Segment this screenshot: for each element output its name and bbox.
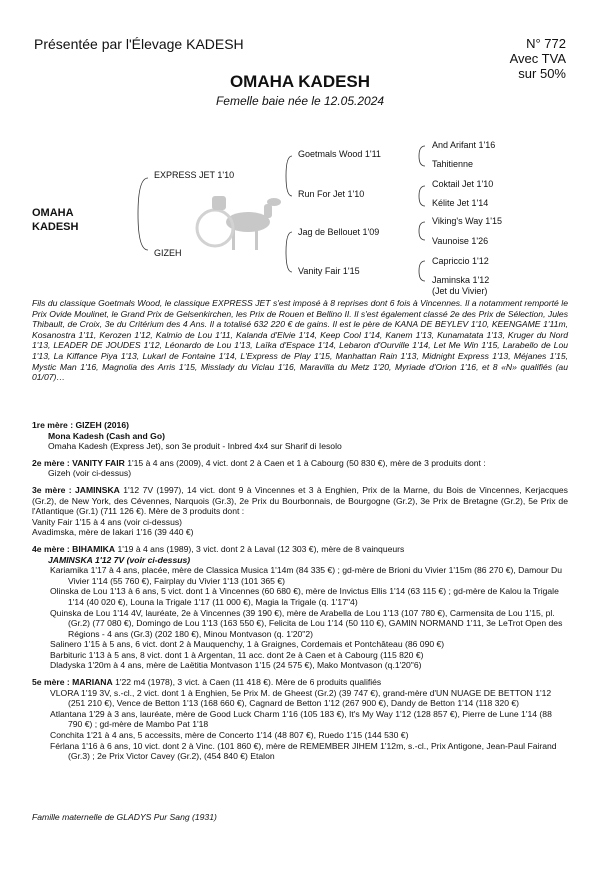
pedigree-g1: And Arifant 1'16 [432,140,496,150]
tva-note: Avec TVA [509,51,566,66]
second-dam-text: 1'15 à 4 ans (2009), 4 vict. dont 2 à Caen et 1 à Cabourg (50 830 €), mère de 3 produits dont : [124,457,486,468]
third-dam [32,485,568,538]
fourth-dam-produce-4: Quinska de Lou 1'14 4V, lauréate, 2e à Vincennes (39 190 €), mère de Arabella de Lou 1'13 (107 780 €), Carmensita de Lou 1'15, pl. (Gr.2) (77 080 €), Domingo de Lou 1'13 (163 550 €), Felicita de Lou 1'14 (50 110 €), GAMIN NORMAND 1'11, 3e LeTrot Open des Régions - 4 ans (Gr.3) (202 180 €), Minou Montvason (q. 1'20"2) [50,607,563,639]
fifth-dam-title: 5e mère : MARIANA [32,677,113,688]
first-dam-produce-1: Mona Kadesh (Cash and Go) [48,430,165,441]
first-dam [32,420,568,452]
fourth-dam [32,544,568,671]
pedigree-g2: Tahitienne [432,159,474,169]
first-dam-produce-2: Omaha Kadesh (Express Jet), son 3e produit - Inbred 4x4 sur Sharif di Iesolo [48,441,342,452]
fourth-dam-produce-2: Kariamika 1'17 à 4 ans, placée, mère de Classica Musica 1'14m (84 335 €) ; gd-mère de Brioni du Vivier 1'15m (86 270 €), Damour Du Vivier 1'14 (55 760 €), Fairplay du Vivier 1'13 (101 365 €) [50,565,563,586]
intro-paragraph: Fils du classique Goetmals Wood, le classique EXPRESS JET s'est imposé à 8 reprises dont 6 fois à Vincennes. Il a notamment remporté le Prix Ovide Moulinet, le Grand Prix de Gelsenkirchen, les Prix de Rouen et Bellino II. Il s'est également classé 2e des Prix de Sélection, Jules Thibault, de Croix, 3e du Critérium des 4 Ans. Il a totalisé 632 220 € de gains. Il est le père de KANA DE BEYLEV 1'10, KEENGAME 1'11m, Kosanostra 1'11, Kerozen 1'12, Kalmio de Lou 1'11, Kalanda d'Elvie 1'14, Keep Cool 1'14, Kanem 1'13, Kunamatata 1'13, Kruger du Nord 1'13, LEADER DE JOUDES 1'12, Léonardo de Lou 1'13, Laïka d'Espace 1'14, Lebaron d'Ourville 1'14, Let Me Win 1'15, Larabello de Lou 1'13, La Kiffance Piya 1'13, Lukarl de Fontaine 1'14, L'Express de Play 1'15, Manhattan Rain 1'13, Midnight Express 1'13, Méjanes 1'15, Mystic Man 1'16, Magnolia des Arris 1'15, Misslady du Viclau 1'16, Maravilla du Metz 1'20, Myriade d'Orion 1'16, et 8 «N» qualifiés (au 01/07)… [32,298,568,383]
fifth-dam-produce-2: Atlantana 1'29 à 3 ans, lauréate, mère de Good Luck Charm 1'16 (105 183 €), It's My Way 1'12 (128 857 €), Pierre de Lune 1'14 (88 790 €) ; gd-mère de Mambo Pat 1'18 [50,708,552,730]
pedigree-sire: EXPRESS JET 1'10 [154,170,235,180]
second-dam-title: 2e mère : VANITY FAIR [32,457,125,468]
maternal-line [32,420,568,762]
horse-subtitle: Femelle baie née le 12.05.2024 [215,94,385,108]
second-dam [32,458,568,479]
fourth-dam-produce-6: Barbituric 1'13 à 5 ans, 8 vict. dont 1 à Argentan, 11 acc. dont 2e à Caen et à Cabourg (115 820 €) [50,649,424,660]
pedigree-subject-line1: OMAHA [32,207,74,219]
trotter-silhouette [197,196,281,250]
lot-number: N° 772 [526,36,566,51]
pedigree-dam: GIZEH [154,248,182,258]
fifth-dam-text: 1'22 m4 (1978), 3 vict. à Caen (11 418 €). Mère de 6 produits qualifiés [112,677,382,688]
pedigree-g8: Jaminska 1'12 [432,275,490,285]
fourth-dam-title: 4e mère : BIHAMIKA [32,543,116,554]
third-dam-produce-2: Avadimska, mère de Iakari 1'16 (39 440 €) [32,527,194,538]
pedigree-g6: Vaunoise 1'26 [432,236,489,246]
second-dam-produce-1: Gizeh (voir ci-dessus) [48,468,132,479]
pedigree-dam-sire: Jag de Bellouet 1'09 [298,227,380,237]
pedigree-g4: Kélite Jet 1'14 [432,198,489,208]
third-dam-text: 1'12 7V (1997), 14 vict. dont 9 à Vincennes et 3 à Enghien, Prix de la Marne, du Bois de Vincennes, Kerjacques (Gr.2), de New York, des Cévennes, Narquois (Gr.3), 2e Prix du Bourbonnais, de Bourgogne (Gr.2), 3e Prix de Bretagne (Gr.2), 5e Prix de l'Atlantique (Gr.1) (711 126 €). Mère de 3 produits dont : [32,484,568,517]
pedigree-dam-dam: Vanity Fair 1'15 [298,266,360,276]
pedigree-sire-sire: Goetmals Wood 1'11 [298,149,381,159]
fourth-dam-produce-3: Olinska de Lou 1'13 à 6 ans, 5 vict. dont 1 à Vincennes (60 680 €), mère de Invictus Ellis 1'14 (63 115 €) ; gd-mère de Kalou la Trigale 1'14 (40 020 €), Louna la Trigale 1'17 (11 000 €), Magia la Trigale (q. 1'17"4) [50,586,559,607]
fourth-dam-produce-7: Dladyska 1'20m à 4 ans, mère de Laëtitia Montvason 1'15 (24 575 €), Mako Montvason (q.1'20"6) [50,660,422,671]
presenter-line: Présentée par l'Élevage KADESH [34,36,244,52]
pedigree-subject-line2: KADESH [32,221,79,233]
third-dam-title: 3e mère : JAMINSKA [32,484,120,495]
fourth-dam-produce-1: JAMINSKA 1'12 7V (voir ci-dessus) [48,554,191,565]
fifth-dam-produce-3: Conchita 1'21 à 4 ans, 5 accessits, mère de Concerto 1'14 (48 807 €), Ruedo 1'15 (144 530 €) [50,730,409,741]
fifth-dam-produce-4: Férlana 1'16 à 6 ans, 10 vict. dont 2 à Vinc. (101 860 €), mère de REMEMBER JIHEM 1'12m, s.-cl., Prix Antigone, Jean-Paul Fairand (Gr.3) ; 2e Prix Victor Cavey (Gr.2), (454 840 €) Etalon [50,740,557,762]
pedigree-sire-dam: Run For Jet 1'10 [298,189,365,199]
fifth-dam-produce-1: VLORA 1'19 3V, s.-cl., 2 vict. dont 1 à Enghien, 5e Prix M. de Gheest (Gr.2) (39 747 €), grand-mère d'UN NUAGE DE BETTON 1'12 (251 210 €), Vence de Betton 1'13 (168 660 €), Cagnard de Betton 1'12 (267 900 €), Dandy de Betton 1'14 (118 320 €) [50,687,552,709]
family-footer: Famille maternelle de GLADYS Pur Sang (1931) [32,812,217,822]
third-dam-produce-1: Vanity Fair 1'15 à 4 ans (voir ci-dessus) [32,516,183,527]
pedigree-g8-sire: (Jet du Vivier) [432,286,488,296]
first-dam-title: 1re mère : GIZEH (2016) [32,420,129,430]
fourth-dam-produce-5: Salinero 1'15 à 5 ans, 6 vict. dont 2 à Mauquenchy, 1 à Graignes, Cordemais et Pontchâteau (86 090 €) [50,639,445,650]
reserve-note: sur 50% [518,66,566,81]
fourth-dam-text: 1'19 à 4 ans (1989), 3 vict. dont 2 à Laval (12 303 €), mère de 8 vainqueurs [115,543,405,554]
horse-name: OMAHA KADESH [229,72,371,91]
pedigree-g5: Viking's Way 1'15 [432,216,502,226]
pedigree-g3: Coktail Jet 1'10 [432,179,494,189]
pedigree-g7: Capriccio 1'12 [432,256,489,266]
fifth-dam [32,677,568,762]
